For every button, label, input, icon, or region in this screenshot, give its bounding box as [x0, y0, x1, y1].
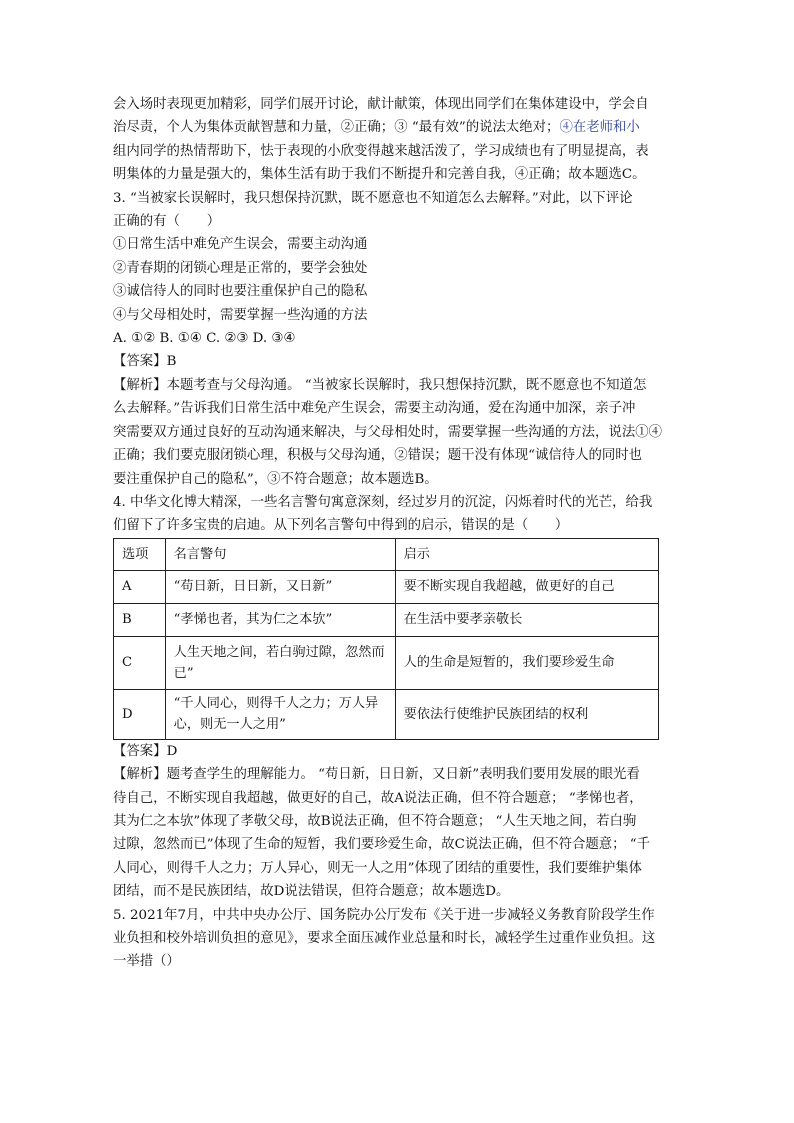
q4-stem: 4. 中华文化博大精深，一些名言警句寓意深刻，经过岁月的沉淀，闪烁着时代的光芒，给我	[113, 494, 653, 510]
analysis-text: 本题考查与父母沟通。 “当被家长误解时，我只想保持沉默，既不愿意也不知道怎	[166, 377, 647, 393]
table-row	[114, 603, 659, 636]
table-cell: D	[114, 689, 166, 739]
table-row	[114, 636, 659, 689]
q3-analysis: 突需要双方通过良好的互动沟通来解决，与父母相处时，需要掌握一些沟通的方法，说法①④	[113, 424, 663, 440]
answer-value: D	[166, 743, 178, 759]
q3-stem: 正确的有（ ）	[113, 214, 221, 230]
table-cell: 在生活中要孝亲敬长	[395, 603, 658, 636]
q5-stem: 一举措（）	[113, 954, 180, 970]
table-header-cell: 名言警句	[165, 538, 395, 570]
q4-analysis: 待自己，不断实现自我超越，做更好的自己，故A说法正确，但不符合题意； “孝悌也者，	[113, 790, 643, 806]
q4-stem: 们留下了许多宝贵的启迪。从下列名言警句中得到的启示，错误的是（ ）	[113, 518, 569, 534]
intro-line: 会入场时表现更加精彩，同学们展开讨论，献计献策，体现出同学们在集体建设中，学会自	[113, 97, 649, 112]
intro-text: 治尽责，个人为集体贡献智慧和力量，②正确；③ “最有效”的说法太绝对；	[113, 120, 560, 136]
q3-analysis	[113, 374, 683, 397]
q3-choices: A. ①② B. ①④ C. ②③ D. ③④	[113, 331, 296, 347]
analysis-tag: 【解析】	[113, 767, 167, 783]
q5-stem: 业负担和校外培训负担的意见》，要求全面压减作业总量和时长，减轻学生过重作业负担。这	[113, 930, 656, 946]
q4-analysis: 人同心，则得千人之力；万人异心，则无一人之用”体现了团结的重要性，我们要维护集体	[113, 860, 643, 876]
q3-option: ③诚信待人的同时也要注重保护自己的隐私	[113, 284, 368, 300]
q4-answer	[113, 740, 683, 763]
q4-analysis: 团结，而不是民族团结，故D说法错误，但符合题意；故本题选D。	[113, 884, 510, 900]
table-cell: “苟日新，日日新，又日新”	[165, 570, 395, 603]
table-cell: B	[114, 603, 166, 636]
answer-tag: 【答案】	[113, 354, 167, 370]
q5-stem: 5. 2021年7月，中共中央办公厅、国务院办公厅发布《关于进一步减轻义务教育阶段学生作	[113, 907, 655, 923]
q3-stem: 3. “当被家长误解时，我只想保持沉默，既不愿意也不知道怎么去解释。”对此，以下评论	[113, 190, 633, 206]
table-row	[114, 689, 659, 739]
intro-line	[113, 116, 683, 139]
table-header-cell: 启示	[395, 538, 658, 570]
intro-highlight-text: ④在老师和小	[559, 120, 640, 136]
answer-tag: 【答案】	[113, 743, 167, 759]
table-header-cell: 选项	[114, 538, 166, 570]
table-cell: “孝悌也者，其为仁之本欤”	[165, 603, 395, 636]
table-cell: A	[114, 570, 166, 603]
q3-option: ①日常生活中难免产生误会，需要主动沟通	[113, 237, 368, 253]
q3-answer	[113, 350, 683, 373]
q4-table	[113, 538, 659, 740]
q4-analysis	[113, 763, 683, 786]
intro-line: 组内同学的热情帮助下，怯于表现的小欣变得越来越活泼了，学习成绩也有了明显提高，表	[113, 143, 649, 159]
table-header-row	[114, 538, 659, 570]
q4-analysis: 其为仁之本欤”体现了孝敬父母，故B说法正确，但不符合题意； “人生天地之间，若白驹	[113, 813, 637, 829]
q3-analysis: 要注重保护自己的隐私”，③不符合题意；故本题选B。	[113, 471, 438, 487]
table-cell: 要不断实现自我超越，做更好的自己	[395, 570, 658, 603]
intro-line: 明集体的力量是强大的，集体生活有助于我们不断提升和完善自我，④正确；故本题选C。	[113, 167, 646, 183]
answer-value: B	[166, 354, 177, 370]
table-cell: 人生天地之间，若白驹过隙，忽然而已”	[165, 636, 395, 689]
table-cell: “千人同心，则得千人之力；万人异心，则无一人之用”	[165, 689, 395, 739]
table-cell: C	[114, 636, 166, 689]
table-cell: 要依法行使维护民族团结的权利	[395, 689, 658, 739]
table-row	[114, 570, 659, 603]
analysis-tag: 【解析】	[113, 377, 167, 393]
q3-analysis: 正确；我们要克服闭锁心理，积极与父母沟通，②错误；题干没有体现“诚信待人的同时也	[113, 448, 643, 464]
q4-analysis: 过隙，忽然而已”体现了生命的短暂，我们要珍爱生命，故C说法正确，但不符合题意； “千	[113, 837, 651, 853]
table-cell: 人的生命是短暂的，我们要珍爱生命	[395, 636, 658, 689]
analysis-text: 题考查学生的理解能力。 “苟日新，日日新，又日新”表明我们要用发展的眼光看	[166, 767, 640, 783]
q3-option: ④与父母相处时，需要掌握一些沟通的方法	[113, 307, 368, 323]
q3-analysis: 么去解释。”告诉我们日常生活中难免产生误会，需要主动沟通，爱在沟通中加深，亲子冲	[113, 401, 636, 417]
document-page	[113, 93, 683, 974]
q3-option: ②青春期的闭锁心理是正常的，要学会独处	[113, 260, 368, 276]
